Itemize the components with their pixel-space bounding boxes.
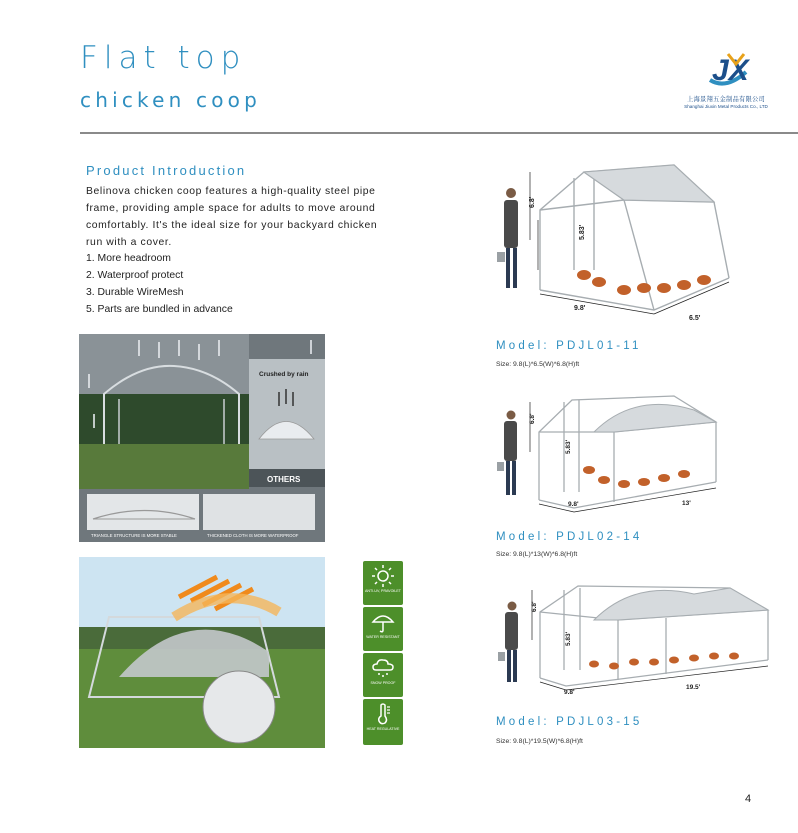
icon-card-thermometer [363, 699, 403, 745]
svg-text:6.8': 6.8' [529, 413, 536, 424]
person-figure [498, 602, 518, 683]
model-2-size: Size: 9.8(L)*13(W)*6.8(H)ft [496, 551, 578, 558]
svg-text:6.5': 6.5' [689, 315, 701, 322]
person-figure [497, 411, 517, 496]
caption-triangle: TRIANGLE STRUCTURE IS MORE STABLE [91, 533, 177, 538]
icon-card-umbrella [363, 607, 403, 651]
model-3-diagram [494, 580, 774, 700]
person-figure [497, 188, 518, 288]
model-2-name: Model: PDJL02-14 [496, 531, 643, 543]
model-3-name: Model: PDJL03-15 [496, 716, 643, 728]
icon-label: WATER RESISTANT [366, 635, 400, 639]
svg-text:19.5': 19.5' [686, 684, 701, 691]
model-2-diagram [494, 392, 724, 518]
icon-label: SNOW PROOF [370, 681, 396, 685]
svg-text:9.8': 9.8' [564, 689, 575, 696]
logo-company-cn: 上海景翔五金制品有限公司 [687, 96, 765, 103]
intro-heading: Product Introduction [86, 163, 247, 178]
intro-paragraph: Belinova chicken coop features a high-quality steel pipe frame, providing ample space for adults to move around comfortably. It's the ideal size for your backyard chicken run with a cover. [86, 186, 378, 248]
page-title: Flat top [80, 40, 247, 76]
svg-text:5.83': 5.83' [565, 631, 572, 646]
model-1-diagram [494, 160, 746, 325]
svg-text:5.83': 5.83' [579, 224, 586, 240]
icon-label: ANTI-UV, PRAVOILET [365, 589, 401, 593]
icon-card-sun [363, 561, 403, 605]
feature-item: 5. Parts are bundled in advance [86, 304, 233, 315]
umbrella-icon [371, 610, 395, 634]
caption-cloth: THICKENED CLOTH IS MORE WATERPROOF [207, 533, 299, 538]
snow-cloud-icon [371, 656, 395, 680]
feature-list [86, 250, 233, 318]
model-3-size: Size: 9.8(L)*19.5(W)*6.8(H)ft [496, 738, 583, 745]
svg-text:9.8': 9.8' [568, 501, 579, 508]
feature-item: 1. More headroom [86, 253, 171, 264]
rain-comparison-photo [79, 334, 325, 542]
crushed-label: Crushed by rain [259, 371, 309, 378]
svg-text:JX: JX [712, 54, 749, 87]
icon-card-snow [363, 653, 403, 697]
company-logo [674, 50, 778, 122]
svg-text:6.8': 6.8' [529, 196, 536, 208]
model-1-name: Model: PDJL01-11 [496, 340, 642, 352]
feature-item: 2. Waterproof protect [86, 270, 184, 281]
features-photo [79, 557, 401, 748]
svg-text:6.8': 6.8' [531, 601, 538, 612]
others-label: OTHERS [267, 475, 301, 484]
svg-text:5.83': 5.83' [565, 439, 572, 454]
feature-item: 3. Durable WireMesh [86, 287, 184, 298]
header-divider [80, 132, 798, 134]
logo-company-en: Shanghai Jiuxin Metal Products Co., LTD [684, 104, 768, 109]
thermometer-icon [371, 702, 395, 726]
page-number: 4 [745, 793, 752, 805]
svg-text:9.8': 9.8' [574, 305, 586, 312]
svg-text:13': 13' [682, 500, 691, 507]
model-1-size: Size: 9.8(L)*6.5(W)*6.8(H)ft [496, 361, 580, 368]
page-subtitle: chicken coop [80, 88, 261, 112]
icon-label: HEAT REGULATIVE [366, 727, 400, 731]
sun-icon [371, 564, 395, 588]
